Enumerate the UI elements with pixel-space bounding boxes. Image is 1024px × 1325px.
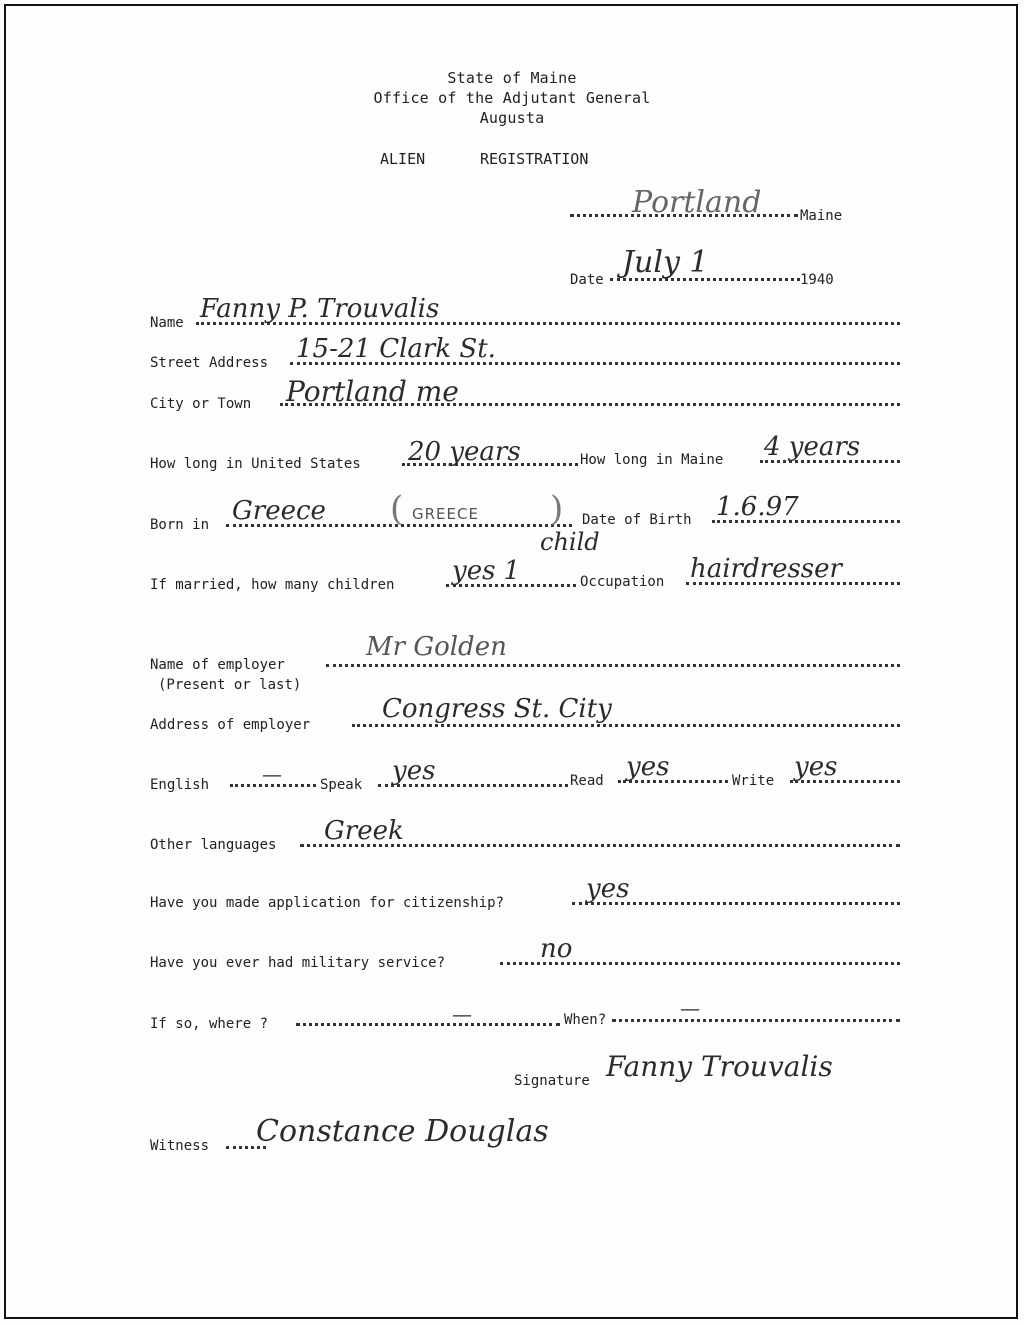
employer-label: Name of employer [150, 657, 285, 673]
where-value: — [452, 1002, 472, 1026]
born-stamp: GREECE [412, 505, 479, 523]
write-label: Write [732, 773, 775, 789]
header-office: Office of the Adjutant General [373, 89, 651, 107]
citizenship-label: Have you made application for citizenship? [150, 895, 505, 911]
stamp-open-paren: ( [390, 489, 404, 529]
where-dots [296, 1023, 560, 1026]
witness-label: Witness [150, 1138, 210, 1154]
born-label: Born in [150, 517, 210, 533]
dob-label: Date of Birth [582, 512, 692, 528]
military-value: no [540, 934, 573, 964]
when-label: When? [564, 1012, 607, 1028]
location-value: Portland [632, 185, 762, 220]
witness-value: Constance Douglas [256, 1114, 549, 1149]
occupation-value: hairdresser [690, 554, 842, 584]
employer-address-value: Congress St. City [382, 694, 612, 724]
born-value: Greece [232, 496, 326, 526]
read-label: Read [570, 773, 604, 789]
header-city: Augusta [479, 109, 545, 127]
signature-value: Fanny Trouvalis [606, 1050, 833, 1083]
date-label: Date [570, 272, 604, 288]
title-registration: REGISTRATION [480, 150, 589, 168]
children-label: If married, how many children [150, 577, 395, 593]
children-value: yes 1 [452, 556, 521, 586]
street-label: Street Address [150, 355, 269, 371]
us-time-label: How long in United States [150, 456, 361, 472]
read-value: yes [626, 752, 670, 782]
other-languages-value: Greek [324, 816, 404, 846]
speak-label: Speak [320, 777, 363, 793]
occupation-label: Occupation [580, 574, 665, 590]
dob-value: 1.6.97 [716, 492, 799, 522]
when-value: — [680, 996, 700, 1020]
citizenship-value: yes [586, 874, 630, 904]
date-year: 1940 [800, 272, 834, 288]
date-value: July 1 [622, 245, 709, 280]
employer-sublabel: (Present or last) [158, 677, 302, 693]
english-value: — [262, 762, 282, 786]
name-value: Fanny P. Trouvalis [200, 294, 440, 324]
employer-dots [326, 664, 900, 667]
children-note: child [540, 528, 600, 556]
military-label: Have you ever had military service? [150, 955, 446, 971]
stamp-close-paren: ) [550, 489, 564, 529]
when-dots [612, 1019, 900, 1022]
other-languages-label: Other languages [150, 837, 277, 853]
english-label: English [150, 777, 210, 793]
write-value: yes [794, 752, 838, 782]
city-label: City or Town [150, 396, 252, 412]
where-label: If so, where ? [150, 1016, 269, 1032]
employer-address-dots [352, 724, 900, 727]
city-value: Portland me [286, 375, 459, 408]
maine-time-label: How long in Maine [580, 452, 724, 468]
street-value: 15-21 Clark St. [296, 334, 496, 364]
header-state: State of Maine [447, 69, 577, 87]
title-alien: ALIEN [380, 150, 426, 168]
us-time-value: 20 years [408, 437, 521, 467]
employer-address-label: Address of employer [150, 717, 311, 733]
location-suffix: Maine [800, 208, 843, 224]
signature-label: Signature [514, 1073, 590, 1089]
name-label: Name [150, 315, 184, 331]
maine-time-value: 4 years [764, 432, 861, 462]
speak-value: yes [392, 756, 436, 786]
employer-value: Mr Golden [366, 632, 507, 662]
